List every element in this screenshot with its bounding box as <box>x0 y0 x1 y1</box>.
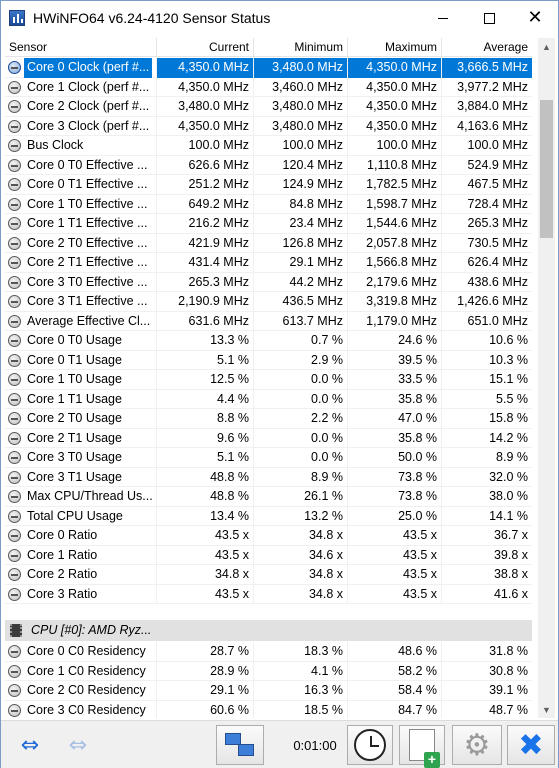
minimum-value: 8.9 % <box>311 469 343 484</box>
sensor-name: Core 2 Ratio <box>27 567 98 581</box>
sensor-gauge-icon <box>8 139 21 152</box>
sensor-name: Core 0 T1 Usage <box>27 352 122 367</box>
sensor-name-cell <box>5 117 155 137</box>
sensor-name-cell <box>5 487 155 507</box>
current-value: 29.1 % <box>210 683 249 697</box>
sensor-name-cell <box>5 565 155 585</box>
minimum-value: 0.0 % <box>311 391 343 406</box>
sensor-gauge-icon <box>8 451 21 464</box>
minimum-value: 34.8 x <box>308 567 343 581</box>
sensor-name-cell <box>5 642 155 662</box>
sensor-name-cell <box>5 468 155 488</box>
elapsed-timer: 0:01:00 <box>293 737 337 753</box>
current-value: 265.3 MHz <box>188 274 249 289</box>
sensor-row[interactable] <box>5 312 532 332</box>
maximum-value: 3,319.8 MHz <box>366 294 437 308</box>
minimum-value: 0.0 % <box>311 430 343 445</box>
sensor-name: Core 0 T0 Usage <box>27 333 122 347</box>
minimum-value: 120.4 MHz <box>282 157 343 172</box>
current-value: 3,480.0 MHz <box>178 99 249 113</box>
current-value: 100.0 MHz <box>188 138 249 152</box>
sensor-row[interactable] <box>5 175 532 195</box>
close-icon: ✕ <box>527 7 543 28</box>
window-title: HWiNFO64 v6.24-4120 Sensor Status <box>33 10 271 26</box>
sensor-name: Core 1 Ratio <box>27 547 98 562</box>
average-value: 14.2 % <box>489 430 528 445</box>
clock-icon <box>354 729 386 761</box>
maximum-value: 84.7 % <box>398 702 437 717</box>
sensor-gauge-icon <box>8 665 21 678</box>
average-value: 30.8 % <box>489 663 528 678</box>
sensor-name-cell <box>5 409 155 429</box>
minimum-value: 18.5 % <box>304 702 343 717</box>
average-value: 100.0 MHz <box>467 138 528 152</box>
sensor-name: Core 1 T1 Effective ... <box>27 216 148 230</box>
average-value: 39.1 % <box>489 683 528 697</box>
average-value: 38.8 x <box>493 567 528 581</box>
maximum-value: 2,057.8 MHz <box>366 235 437 250</box>
sensor-row[interactable] <box>5 565 532 585</box>
current-value: 13.3 % <box>210 333 249 347</box>
column-header <box>5 38 532 57</box>
sensor-name-cell <box>5 507 155 527</box>
average-value: 48.7 % <box>489 702 528 717</box>
minimum-value: 34.8 x <box>308 528 343 542</box>
current-value: 431.4 MHz <box>188 255 249 269</box>
average-value: 41.6 x <box>493 586 528 601</box>
minimum-value: 3,480.0 MHz <box>254 58 347 78</box>
current-value: 28.7 % <box>210 644 249 658</box>
cpu-chip-icon <box>10 624 22 637</box>
average-value: 3,666.5 MHz <box>442 58 532 78</box>
header-current[interactable]: Current <box>208 40 249 54</box>
sensor-gauge-icon <box>8 393 21 406</box>
scrollbar-thumb[interactable] <box>540 100 553 238</box>
sensor-gauge-icon <box>8 490 21 503</box>
sensor-row[interactable] <box>5 156 532 176</box>
sensor-name: Max CPU/Thread Us... <box>27 489 153 503</box>
minimum-value: 3,480.0 MHz <box>272 99 343 113</box>
header-average[interactable]: Average <box>483 40 528 54</box>
header-minimum[interactable]: Minimum <box>294 40 343 54</box>
average-value: 39.8 x <box>493 547 528 562</box>
average-value: 10.6 % <box>489 333 528 347</box>
current-value: 28.9 % <box>210 663 249 678</box>
sensor-gauge-icon <box>8 334 21 347</box>
average-value: 1,426.6 MHz <box>457 294 528 308</box>
sensor-gauge-icon <box>8 61 21 74</box>
network-computers-icon <box>223 732 257 758</box>
close-x-icon: ✖ <box>518 727 544 763</box>
minimum-value: 84.8 MHz <box>289 196 343 211</box>
current-value: 43.5 x <box>214 528 249 542</box>
sensor-name: Core 2 T1 Usage <box>27 430 122 445</box>
minimum-value: 3,480.0 MHz <box>272 118 343 133</box>
sensor-row[interactable] <box>5 58 532 78</box>
sensor-gauge-icon <box>8 354 21 367</box>
hwinfo-app-icon <box>9 10 25 26</box>
maximum-value: 35.8 % <box>398 430 437 445</box>
sensor-row[interactable] <box>5 429 532 449</box>
group-label: CPU [#0]: AMD Ryz... <box>31 623 152 637</box>
sensor-gauge-icon <box>8 198 21 211</box>
sensor-name-cell <box>5 156 155 176</box>
sensor-name: Core 3 Ratio <box>27 586 98 601</box>
average-value: 15.8 % <box>489 411 528 425</box>
current-value: 13.4 % <box>210 508 249 523</box>
forward-arrows-icon: ⇔ <box>68 732 84 758</box>
current-value: 4,350.0 MHz <box>157 58 253 78</box>
average-value: 8.9 % <box>496 450 528 464</box>
minimum-value: 126.8 MHz <box>282 235 343 250</box>
sensor-row[interactable] <box>5 195 532 215</box>
minimize-button[interactable] <box>420 1 466 35</box>
maximum-value: 73.8 % <box>398 469 437 484</box>
sensor-name-cell <box>5 701 155 719</box>
sensor-row[interactable] <box>5 585 532 605</box>
minimum-value: 613.7 MHz <box>282 313 343 328</box>
sensor-name: Core 1 T0 Effective ... <box>27 196 148 211</box>
back-arrows-icon: ⇔ <box>20 732 36 758</box>
average-value: 728.4 MHz <box>467 196 528 211</box>
sensor-row[interactable] <box>5 351 532 371</box>
sensor-row[interactable] <box>5 78 532 98</box>
minimum-value: 3,460.0 MHz <box>272 79 343 94</box>
maximum-value: 50.0 % <box>398 450 437 464</box>
sensor-gauge-icon <box>8 645 21 658</box>
header-maximum[interactable]: Maximum <box>384 40 437 54</box>
sensor-row[interactable] <box>5 331 532 351</box>
sensor-name: Average Effective Cl... <box>27 313 151 328</box>
sensor-gauge-icon <box>8 373 21 386</box>
sensor-row[interactable] <box>5 117 532 137</box>
minimum-value: 44.2 MHz <box>289 274 343 289</box>
sensor-name-cell <box>5 585 155 605</box>
sensor-row[interactable] <box>5 214 532 234</box>
current-value: 34.8 x <box>214 567 249 581</box>
sensor-name: Bus Clock <box>27 138 84 152</box>
sensor-name: Core 3 T1 Effective ... <box>27 294 148 308</box>
maximum-value: 1,566.8 MHz <box>366 255 437 269</box>
bottom-toolbar <box>1 720 558 768</box>
current-value: 43.5 x <box>214 586 249 601</box>
average-value: 38.0 % <box>489 489 528 503</box>
minimum-value: 26.1 % <box>304 489 343 503</box>
minimum-value: 18.3 % <box>304 644 343 658</box>
minimum-value: 16.3 % <box>304 683 343 697</box>
maximum-value: 43.5 x <box>402 547 437 562</box>
sensor-name: Core 0 C0 Residency <box>27 644 146 658</box>
current-value: 48.8 % <box>210 489 249 503</box>
maximum-value: 100.0 MHz <box>376 138 437 152</box>
sensor-name-cell <box>5 292 155 312</box>
maximum-value: 4,350.0 MHz <box>366 118 437 133</box>
network-button[interactable] <box>216 725 264 765</box>
minimum-value: 23.4 MHz <box>289 216 343 230</box>
average-value: 10.3 % <box>489 352 528 367</box>
sensor-gauge-icon <box>8 178 21 191</box>
sensor-name-cell <box>5 97 155 117</box>
minimum-value: 0.7 % <box>311 333 343 347</box>
maximum-value: 25.0 % <box>398 508 437 523</box>
sensor-gauge-icon <box>8 120 21 133</box>
sensor-name: Core 3 T0 Effective ... <box>27 274 148 289</box>
maximum-value: 43.5 x <box>402 586 437 601</box>
sensor-group-header[interactable] <box>5 620 532 641</box>
average-value: 36.7 x <box>493 528 528 542</box>
average-value: 626.4 MHz <box>467 255 528 269</box>
minimum-value: 0.0 % <box>311 450 343 464</box>
sensor-name: Core 0 T0 Effective ... <box>27 157 148 172</box>
sensor-gauge-icon <box>8 100 21 113</box>
vertical-scrollbar[interactable] <box>538 38 555 718</box>
maximum-value: 1,179.0 MHz <box>366 313 437 328</box>
sensor-name: Core 1 T1 Usage <box>27 391 122 406</box>
settings-button[interactable] <box>452 725 502 765</box>
minimize-icon <box>438 18 448 19</box>
minimum-value: 436.5 MHz <box>282 294 343 308</box>
sensor-name-cell <box>5 78 155 98</box>
maximum-value: 73.8 % <box>398 489 437 503</box>
maximum-value: 4,350.0 MHz <box>348 58 441 78</box>
sensor-gauge-icon <box>8 315 21 328</box>
average-value: 438.6 MHz <box>467 274 528 289</box>
sensor-name-cell <box>5 195 155 215</box>
current-value: 421.9 MHz <box>188 235 249 250</box>
average-value: 651.0 MHz <box>467 313 528 328</box>
sensor-name: Core 0 Clock (perf #... <box>24 58 152 78</box>
maximize-icon <box>484 13 495 24</box>
maximum-value: 48.6 % <box>398 644 437 658</box>
sensor-gauge-icon <box>8 684 21 697</box>
sensor-name: Core 3 T1 Usage <box>27 469 122 484</box>
sensor-row[interactable] <box>5 642 532 662</box>
maximum-value: 24.6 % <box>398 333 437 347</box>
average-value: 32.0 % <box>489 469 528 484</box>
average-value: 14.1 % <box>489 508 528 523</box>
sensor-grid <box>5 58 532 718</box>
average-value: 524.9 MHz <box>467 157 528 172</box>
current-value: 4,350.0 MHz <box>178 118 249 133</box>
sensor-name-cell <box>5 331 155 351</box>
sensor-name: Core 2 T1 Effective ... <box>27 255 148 269</box>
current-value: 43.5 x <box>214 547 249 562</box>
maximum-value: 1,598.7 MHz <box>366 196 437 211</box>
sensor-name-cell <box>5 526 155 546</box>
sensor-row[interactable] <box>5 448 532 468</box>
average-value: 467.5 MHz <box>467 177 528 191</box>
sensor-gauge-icon <box>8 529 21 542</box>
sensor-row[interactable] <box>5 662 532 682</box>
current-value: 626.6 MHz <box>188 157 249 172</box>
maximum-value: 39.5 % <box>398 352 437 367</box>
sensor-gauge-icon <box>8 568 21 581</box>
minimum-value: 13.2 % <box>304 508 343 523</box>
sensor-row[interactable] <box>5 97 532 117</box>
current-value: 2,190.9 MHz <box>178 294 249 308</box>
sensor-gauge-icon <box>8 217 21 230</box>
sensor-gauge-icon <box>8 412 21 425</box>
sensor-name-cell <box>5 681 155 701</box>
minimum-value: 2.9 % <box>311 352 343 367</box>
current-value: 4.4 % <box>217 391 249 406</box>
sensor-row[interactable] <box>5 390 532 410</box>
sensor-row[interactable] <box>5 526 532 546</box>
maximum-value: 4,350.0 MHz <box>366 99 437 113</box>
sensor-name: Core 1 Clock (perf #... <box>27 79 150 94</box>
maximum-value: 43.5 x <box>402 567 437 581</box>
navigate-forward-button[interactable] <box>55 725 97 765</box>
exit-button[interactable] <box>507 725 555 765</box>
add-report-button[interactable] <box>399 725 445 765</box>
sensor-gauge-icon <box>8 471 21 484</box>
clock-button[interactable] <box>347 725 393 765</box>
sensor-row[interactable] <box>5 234 532 254</box>
sensor-name-cell <box>5 234 155 254</box>
scroll-up-icon[interactable]: ▲ <box>542 41 551 52</box>
sensor-row[interactable] <box>5 546 532 566</box>
sensor-name-cell <box>5 390 155 410</box>
maximum-value: 35.8 % <box>398 391 437 406</box>
sensor-gauge-icon <box>8 588 21 601</box>
average-value: 4,163.6 MHz <box>457 118 528 133</box>
current-value: 216.2 MHz <box>188 216 249 230</box>
sensor-row[interactable] <box>5 253 532 273</box>
sensor-name: Core 0 Ratio <box>27 528 98 542</box>
sensor-name: Core 2 C0 Residency <box>27 683 146 697</box>
sensor-gauge-icon <box>8 276 21 289</box>
sensor-gauge-icon <box>8 549 21 562</box>
sensor-name-cell <box>5 58 155 78</box>
current-value: 60.6 % <box>210 702 249 717</box>
average-value: 3,977.2 MHz <box>457 79 528 94</box>
sensor-row[interactable] <box>5 507 532 527</box>
sensor-gauge-icon <box>8 295 21 308</box>
current-value: 48.8 % <box>210 469 249 484</box>
gear-icon: ⚙ <box>463 727 491 763</box>
sensor-gauge-icon <box>8 159 21 172</box>
sensor-gauge-icon <box>8 704 21 717</box>
sensor-name: Core 3 T0 Usage <box>27 450 122 464</box>
title-bar[interactable] <box>1 1 558 35</box>
average-value: 730.5 MHz <box>467 235 528 250</box>
current-value: 631.6 MHz <box>188 313 249 328</box>
minimum-value: 4.1 % <box>311 663 343 678</box>
sensor-name-cell <box>5 214 155 234</box>
sensor-name-cell <box>5 546 155 566</box>
sensor-row[interactable] <box>5 468 532 488</box>
sensor-name-cell <box>5 448 155 468</box>
average-value: 3,884.0 MHz <box>457 99 528 113</box>
sensor-row[interactable] <box>5 409 532 429</box>
sensor-gauge-icon <box>8 256 21 269</box>
sensor-name: Core 2 T0 Usage <box>27 411 122 425</box>
average-value: 31.8 % <box>489 644 528 658</box>
sensor-gauge-icon <box>8 237 21 250</box>
sensor-gauge-icon <box>8 81 21 94</box>
current-value: 5.1 % <box>217 352 249 367</box>
minimum-value: 2.2 % <box>311 411 343 425</box>
sensor-row[interactable] <box>5 487 532 507</box>
sensor-name-cell <box>5 351 155 371</box>
maximum-value: 4,350.0 MHz <box>366 79 437 94</box>
current-value: 4,350.0 MHz <box>178 79 249 94</box>
current-value: 5.1 % <box>217 450 249 464</box>
maximize-button[interactable] <box>466 1 512 35</box>
sensor-gauge-icon <box>8 432 21 445</box>
sensor-name: Core 3 Clock (perf #... <box>27 118 150 133</box>
minimum-value: 0.0 % <box>311 372 343 386</box>
sensor-name-cell <box>5 312 155 332</box>
average-value: 265.3 MHz <box>467 216 528 230</box>
average-value: 15.1 % <box>489 372 528 386</box>
sensor-row[interactable] <box>5 370 532 390</box>
sensor-name: Core 2 T0 Effective ... <box>27 235 148 250</box>
header-sensor[interactable]: Sensor <box>9 40 48 54</box>
minimum-value: 34.6 x <box>308 547 343 562</box>
sensor-name: Core 3 C0 Residency <box>27 702 146 717</box>
sensor-row[interactable] <box>5 701 532 719</box>
current-value: 251.2 MHz <box>188 177 249 191</box>
sensor-row[interactable] <box>5 681 532 701</box>
close-button[interactable] <box>512 1 558 35</box>
sensor-name-cell <box>5 175 155 195</box>
sensor-name: Core 0 T1 Effective ... <box>27 177 148 191</box>
maximum-value: 1,544.6 MHz <box>366 216 437 230</box>
scroll-down-icon[interactable]: ▼ <box>542 704 551 715</box>
minimum-value: 124.9 MHz <box>282 177 343 191</box>
current-value: 12.5 % <box>210 372 249 386</box>
sensor-name: Core 2 Clock (perf #... <box>27 99 150 113</box>
minimum-value: 100.0 MHz <box>282 138 343 152</box>
sensor-name: Core 1 T0 Usage <box>27 372 122 386</box>
sensor-gauge-icon <box>8 510 21 523</box>
sensor-name-cell <box>5 273 155 293</box>
current-value: 9.6 % <box>217 430 249 445</box>
maximum-value: 1,110.8 MHz <box>367 157 437 172</box>
maximum-value: 47.0 % <box>398 411 437 425</box>
maximum-value: 33.5 % <box>398 372 437 386</box>
sensor-name-cell <box>5 370 155 390</box>
add-report-icon <box>409 729 435 761</box>
minimum-value: 34.8 x <box>308 586 343 601</box>
sensor-row[interactable] <box>5 273 532 293</box>
sensor-name-cell <box>5 429 155 449</box>
sensor-name-cell <box>5 253 155 273</box>
current-value: 8.8 % <box>217 411 249 425</box>
maximum-value: 2,179.6 MHz <box>366 274 437 289</box>
sensor-name: Core 1 C0 Residency <box>27 663 146 678</box>
sensor-name: Total CPU Usage <box>27 508 123 523</box>
sensor-row[interactable] <box>5 136 532 156</box>
sensor-row[interactable] <box>5 292 532 312</box>
sensor-name-cell <box>5 662 155 682</box>
navigate-back-button[interactable] <box>7 725 49 765</box>
sensor-name-cell <box>5 136 155 156</box>
current-value: 649.2 MHz <box>188 196 249 211</box>
minimum-value: 29.1 MHz <box>289 255 343 269</box>
maximum-value: 1,782.5 MHz <box>366 177 437 191</box>
maximum-value: 58.4 % <box>398 683 437 697</box>
maximum-value: 58.2 % <box>398 663 437 678</box>
average-value: 5.5 % <box>496 391 528 406</box>
maximum-value: 43.5 x <box>402 528 437 542</box>
